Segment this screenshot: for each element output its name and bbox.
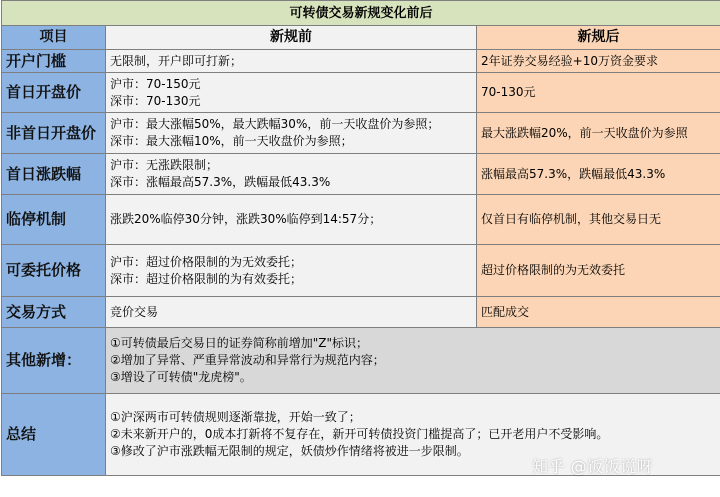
row-before <box>106 297 477 328</box>
row-before-line: 深市：70-130元 <box>110 93 201 108</box>
table-row <box>2 245 720 297</box>
table-row <box>2 154 720 195</box>
row-after <box>477 73 720 113</box>
row-item: 交易方式 <box>2 297 106 328</box>
row-after <box>477 195 720 245</box>
row-after-line: 匹配成交 <box>481 304 530 319</box>
row-item: 首日涨跌幅 <box>2 154 106 195</box>
row-before-line: 无限制，开户即可打新； <box>110 53 243 68</box>
row-item: 非首日开盘价 <box>2 113 106 154</box>
table-row <box>2 73 720 113</box>
other-row <box>2 328 720 394</box>
row-before-line: 沪市：70-150元 <box>110 76 201 91</box>
row-before-line: 竞价交易 <box>110 304 159 319</box>
table-row <box>2 113 720 154</box>
row-item: 临停机制 <box>2 195 106 245</box>
row-after-line: 最大涨跌幅20%，前一天收盘价为参照 <box>481 125 688 140</box>
row-after-line: 仅首日有临停机制，其他交易日无 <box>481 212 662 226</box>
watermark: 知乎 @饭饭说呀 <box>532 457 654 476</box>
row-before <box>106 73 477 113</box>
other-item: 其他新增： <box>2 328 106 394</box>
row-after <box>477 113 720 154</box>
row-after <box>477 50 720 73</box>
summary-item: 总结 <box>2 394 106 476</box>
row-before-line: 沪市：超过价格限制的为无效委托； <box>110 254 303 269</box>
table-title: 可转债交易新规变化前后 <box>2 1 720 26</box>
summary-line: ①沪深两市可转债规则逐渐靠拢，开始一致了； <box>110 410 361 424</box>
other-line: ①可转债最后交易日的证券简称前增加"Z"标识； <box>110 336 369 350</box>
row-before-line: 涨跌20%临停30分钟，涨跌30%临停到14:57分； <box>110 212 382 226</box>
header-row <box>2 26 720 50</box>
other-line: ③增设了可转债"龙虎榜"。 <box>110 370 252 384</box>
row-before <box>106 195 477 245</box>
row-item: 开户门槛 <box>2 50 106 73</box>
row-item: 可委托价格 <box>2 245 106 297</box>
row-after <box>477 297 720 328</box>
summary-line: ②未来新开户的，0成本打新将不复存在，新开可转债投资门槛提高了；已开老用户不受影响。 <box>110 427 609 441</box>
row-before <box>106 245 477 297</box>
row-before-line: 沪市：最大涨幅50%，最大跌幅30%，前一天收盘价为参照； <box>110 117 440 131</box>
row-before <box>106 154 477 195</box>
row-before-line: 深市：最大涨幅10%，前一天收盘价为参照； <box>110 134 353 148</box>
other-line: ②增加了异常、严重异常波动和异常行为规范内容； <box>110 353 385 367</box>
row-after-line: 2年证券交易经验+10万资金要求 <box>481 53 658 68</box>
row-before <box>106 113 477 154</box>
row-before <box>106 50 477 73</box>
row-after-line: 70-130元 <box>481 85 536 99</box>
header-item: 项目 <box>2 26 106 50</box>
row-after-line: 涨幅最高57.3%，跌幅最低43.3% <box>481 166 666 181</box>
row-before-line: 深市：涨幅最高57.3%，跌幅最低43.3% <box>110 175 331 189</box>
row-before-line: 深市：超过价格限制的为有效委托； <box>110 271 303 286</box>
table-row <box>2 50 720 73</box>
rules-table <box>1 0 720 476</box>
row-item: 首日开盘价 <box>2 73 106 113</box>
header-before: 新规前 <box>106 26 477 50</box>
row-after-line: 超过价格限制的为无效委托 <box>481 263 626 277</box>
row-after <box>477 154 720 195</box>
other-content <box>106 328 720 394</box>
row-before-line: 沪市：无涨跌限制； <box>110 158 219 172</box>
table-row <box>2 297 720 328</box>
row-after <box>477 245 720 297</box>
table-row <box>2 195 720 245</box>
summary-line: ③修改了沪市涨跌幅无限制的规定，妖债炒作情绪将被进一步限制。 <box>110 444 469 458</box>
header-after: 新规后 <box>477 26 720 50</box>
